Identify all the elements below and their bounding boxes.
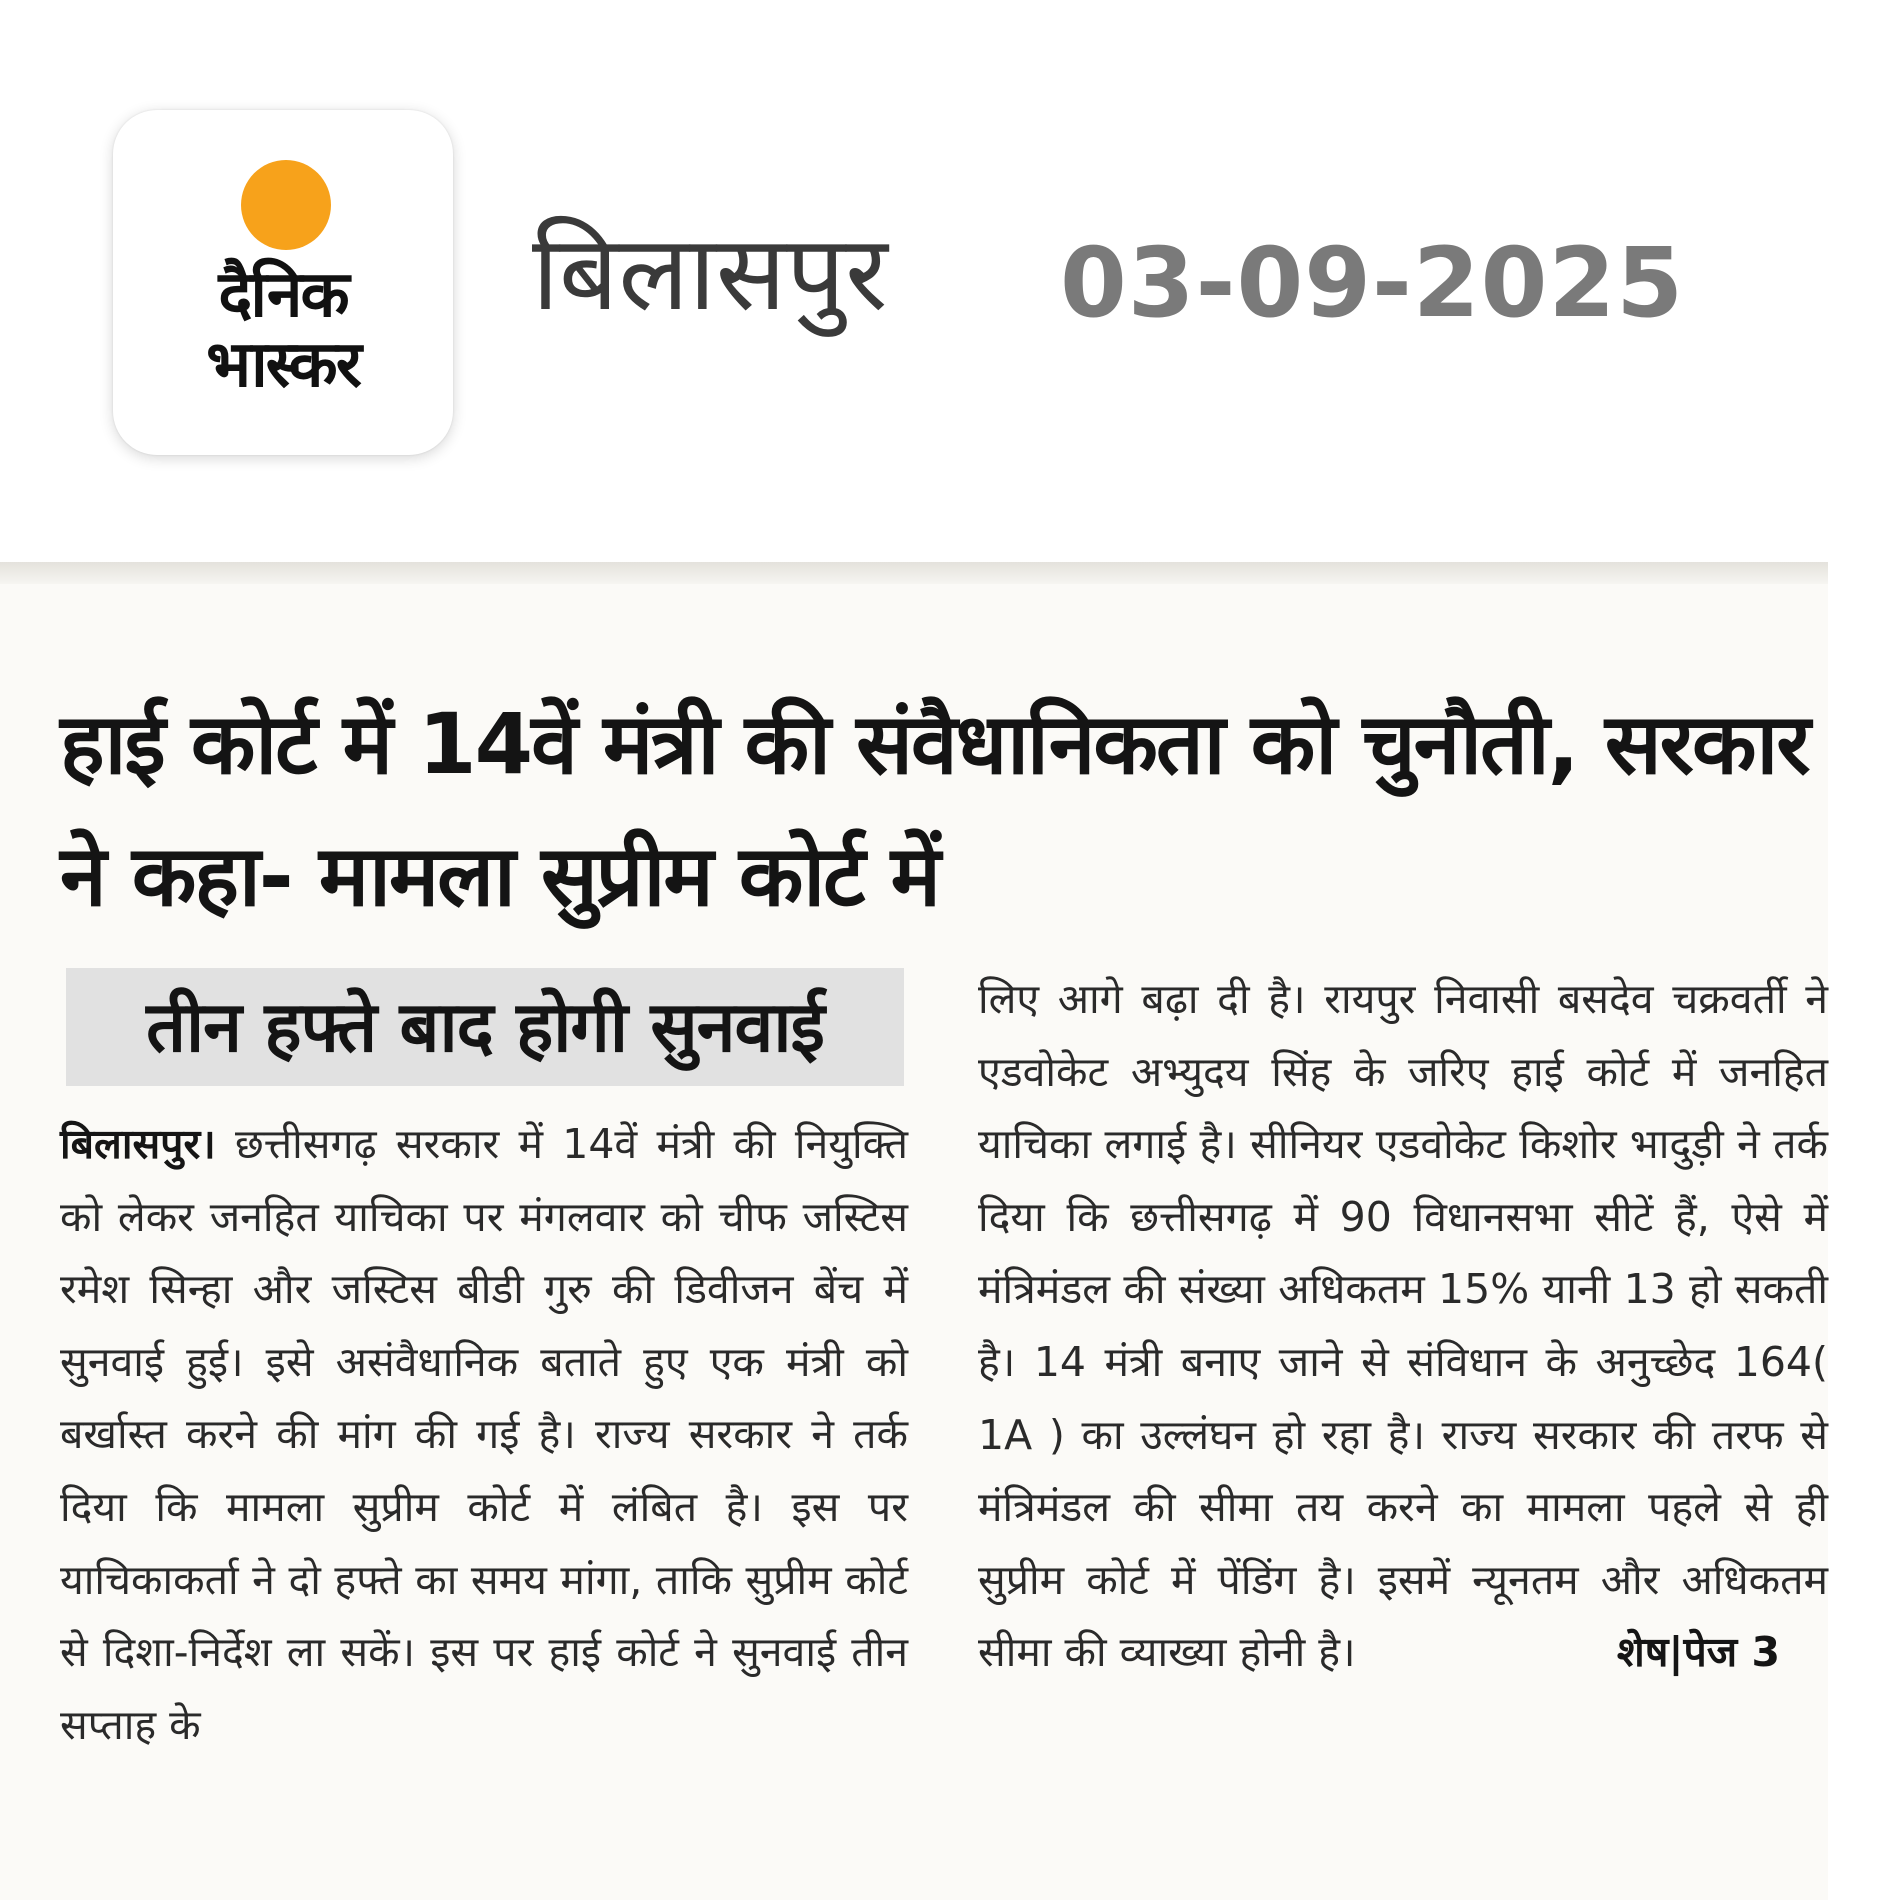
article-subheadline: तीन हफ्ते बाद होगी सुनवाई [146, 986, 824, 1068]
edition-date: 03-09-2025 [1060, 227, 1685, 339]
subheadline-box [66, 968, 904, 1086]
article-column-right [978, 963, 1828, 1689]
left-column-text: छत्तीसगढ़ सरकार में 14वें मंत्री की नियुक्ति को लेकर जनहित याचिका पर मंगलवार को चीफ जस्टिस रमेश सिन्हा और जस्टिस बीडी गुरु की डिवीजन बेंच में सुनवाई हुई। इसे असंवैधानिक बताते हुए एक मंत्री को बर्खास्त करने की मांग की गई है। राज्य सरकार ने तर्क दिया कि मामला सुप्रीम कोर्ट में लंबित है। इस पर याचिकाकर्ता ने दो हफ्ते का समय मांगा, ताकि सुप्रीम कोर्ट से दिशा-निर्देश ला सकें। इस पर हाई कोर्ट ने सुनवाई तीन सप्ताह के [60, 1120, 908, 1749]
article-headline: हाई कोर्ट में 14वें मंत्री की संवैधानिकता को चुनौती, सरकार ने कहा- मामला सुप्रीम कोर्ट में [60, 695, 1809, 925]
edition-city: बिलासपुर [532, 212, 888, 334]
logo-text-line-1: दैनिक [218, 258, 348, 332]
clipping-top-edge [0, 562, 1828, 584]
newspaper-logo [113, 110, 453, 455]
right-column-text: लिए आगे बढ़ा दी है। रायपुर निवासी बसदेव चक्रवर्ती ने एडवोकेट अभ्युदय सिंह के जरिए हाई कोर्ट में जनहित याचिका लगाई है। सीनियर एडवोकेट किशोर भादुड़ी ने तर्क दिया कि छत्तीसगढ़ में 90 विधानसभा सीटें हैं, ऐसे में मंत्रिमंडल की संख्या अधिकतम 15% यानी 13 हो सकती है। 14 मंत्री बनाए जाने से संविधान के अनुच्छेद 164( 1A ) का उल्लंघन हो रहा है। राज्य सरकार की तरफ से मंत्रिमंडल की सीमा तय करने का मामला पहले से ही सुप्रीम कोर्ट में पेंडिंग है। इसमें न्यूनतम और अधिकतम सीमा की व्याख्या होनी है। [978, 975, 1828, 1677]
logo-text-line-2: भास्कर [206, 328, 360, 402]
article-column-left [60, 1108, 908, 1761]
article-dateline: बिलासपुर। [60, 1120, 216, 1168]
logo-sun-icon [241, 160, 331, 250]
continued-on-page: शेष|पेज 3 [1616, 1628, 1780, 1677]
